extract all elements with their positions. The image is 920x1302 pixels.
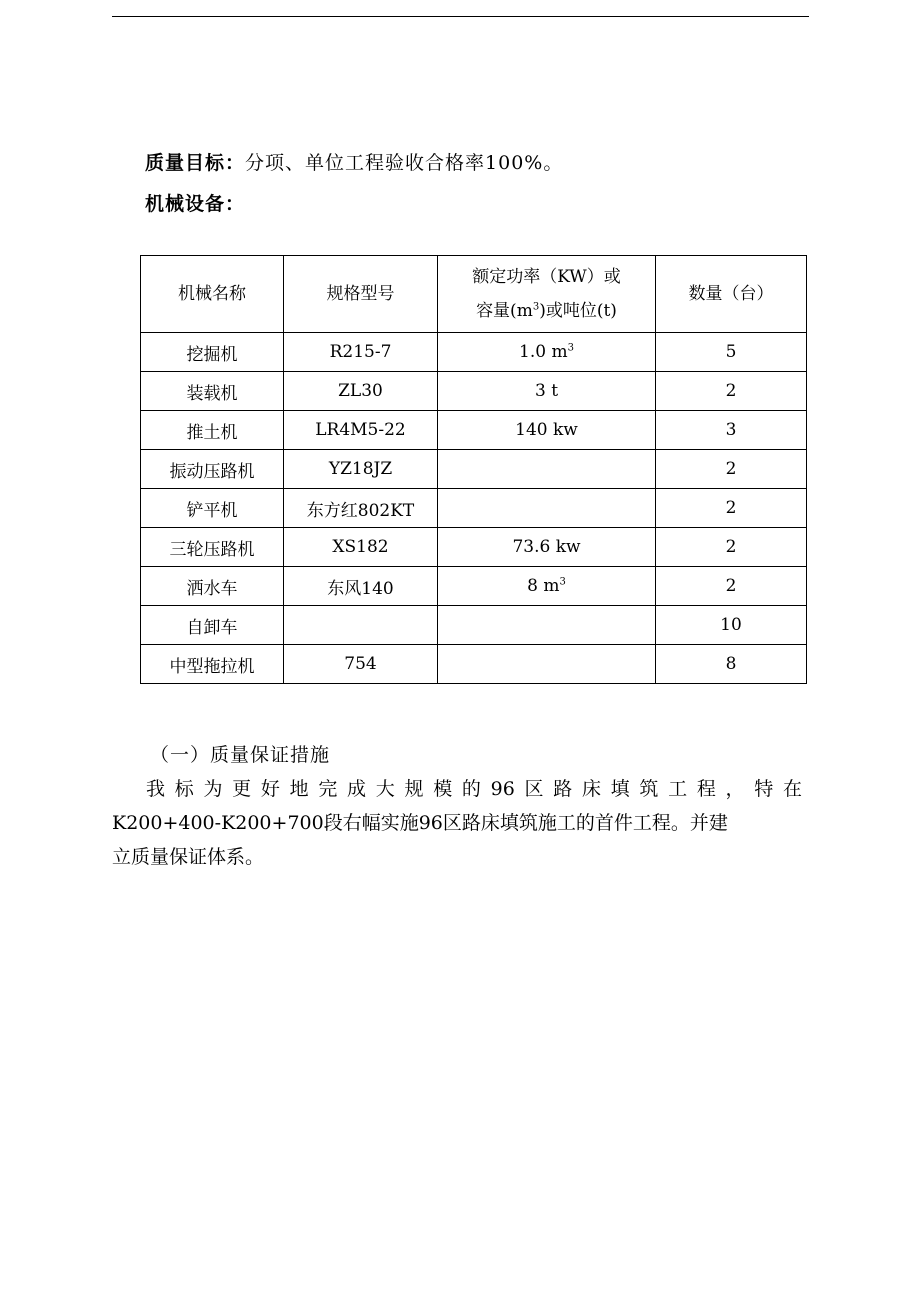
header-rule (112, 16, 809, 17)
cell-model: XS182 (284, 528, 438, 567)
header-power-sup: 3 (532, 301, 540, 313)
cell-name: 洒水车 (141, 567, 284, 606)
cell-count: 3 (656, 411, 807, 450)
cell-count: 2 (656, 528, 807, 567)
cell-count: 5 (656, 333, 807, 372)
cell-power (438, 333, 656, 372)
cell-name: 推土机 (141, 411, 284, 450)
header-power (438, 256, 656, 333)
equipment-table (140, 255, 807, 684)
cell-count: 2 (656, 489, 807, 528)
cell-count: 10 (656, 606, 807, 645)
table-row (141, 333, 807, 372)
table-row (141, 645, 807, 684)
cell-power-value: 3 t (534, 381, 559, 401)
cell-model (284, 606, 438, 645)
cell-count: 2 (656, 567, 807, 606)
cell-power (438, 606, 656, 645)
header-power-line2-post: )或吨位(t) (539, 301, 617, 321)
cell-model: 754 (284, 645, 438, 684)
paragraph-line-3: 立质量保证体系。 (112, 846, 265, 868)
paragraph-line-1: 我标为更好地完成大规模的96区路床填筑工程，特在 (146, 778, 802, 800)
cell-name: 中型拖拉机 (141, 645, 284, 684)
quality-goal-label: 质量目标： (145, 152, 246, 174)
cell-power-sup: 3 (567, 342, 574, 354)
cell-model: ZL30 (284, 372, 438, 411)
header-name: 机械名称 (141, 256, 284, 333)
cell-name: 振动压路机 (141, 450, 284, 489)
cell-count: 8 (656, 645, 807, 684)
table-row (141, 489, 807, 528)
cell-count: 2 (656, 450, 807, 489)
cell-power (438, 645, 656, 684)
table-row (141, 567, 807, 606)
cell-name: 装载机 (141, 372, 284, 411)
cell-model: R215-7 (284, 333, 438, 372)
header-model: 规格型号 (284, 256, 438, 333)
table-row (141, 450, 807, 489)
cell-power (438, 489, 656, 528)
cell-power-value: 73.6 kw (512, 537, 581, 557)
cell-model: 东方红802KT (284, 489, 438, 528)
table-row (141, 411, 807, 450)
header-power-line1: 额定功率（KW）或 (472, 267, 621, 287)
section-heading: （一）质量保证措施 (150, 744, 331, 766)
cell-count: 2 (656, 372, 807, 411)
header-count: 数量（台） (656, 256, 807, 333)
cell-power (438, 450, 656, 489)
cell-power-value: 8 m (527, 576, 560, 596)
header-power-line2-pre: 容量(m (476, 301, 533, 321)
table-row (141, 606, 807, 645)
quality-goal-line (145, 148, 563, 175)
paragraph-line-2: K200+400-K200+700段右幅实施96区路床填筑施工的首件工程。并建 (112, 812, 728, 834)
cell-model: LR4M5-22 (284, 411, 438, 450)
cell-name: 挖掘机 (141, 333, 284, 372)
cell-name: 三轮压路机 (141, 528, 284, 567)
cell-power-sup: 3 (559, 576, 566, 588)
cell-power-value: 140 kw (515, 420, 578, 440)
cell-power (438, 528, 656, 567)
cell-name: 铲平机 (141, 489, 284, 528)
cell-power-value: 1.0 m (519, 342, 568, 362)
cell-power (438, 411, 656, 450)
cell-name: 自卸车 (141, 606, 284, 645)
cell-power (438, 372, 656, 411)
cell-power (438, 567, 656, 606)
table-row (141, 528, 807, 567)
cell-model: 东风140 (284, 567, 438, 606)
table-row (141, 372, 807, 411)
equipment-heading: 机械设备： (145, 193, 246, 215)
paragraph (112, 772, 802, 874)
cell-model: YZ18JZ (284, 450, 438, 489)
quality-goal-text: 分项、单位工程验收合格率100%。 (245, 152, 564, 174)
table-header-row (141, 256, 807, 333)
